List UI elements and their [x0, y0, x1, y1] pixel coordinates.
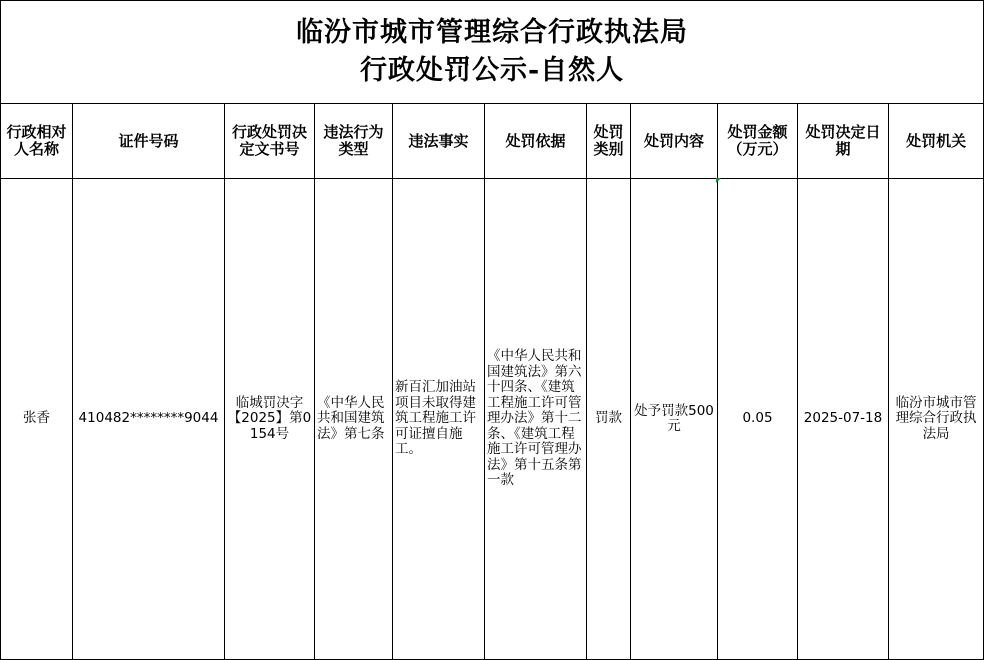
header-authority: 处罚机关	[889, 104, 984, 179]
header-basis: 处罚依据	[485, 104, 587, 179]
cell-id-number: 410482********9044	[73, 179, 225, 660]
cell-document-no: 临城罚决字【2025】第0154号	[225, 179, 315, 660]
cell-comment-marker-icon	[716, 178, 721, 183]
header-violation-type: 违法行为类型	[315, 104, 393, 179]
cell-basis: 《中华人民共和国建筑法》第六十四条、《建筑工程施工许可管理办法》第十二条、《建筑工程施工许可管理办法》第十五条第一款	[485, 179, 587, 660]
cell-violation-type: 《中华人民共和国建筑法》第七条	[315, 179, 393, 660]
cell-authority: 临汾市城市管理综合行政执法局	[889, 179, 984, 660]
header-document-no: 行政处罚决定文书号	[225, 104, 315, 179]
header-category: 处罚类别	[587, 104, 631, 179]
table-row	[1, 179, 984, 660]
header-id-number: 证件号码	[73, 104, 225, 179]
title-line-subject: 行政处罚公示-自然人	[359, 55, 625, 86]
header-date: 处罚决定日期	[798, 104, 889, 179]
header-content: 处罚内容	[631, 104, 718, 179]
table-title	[1, 1, 984, 104]
header-facts: 违法事实	[393, 104, 485, 179]
cell-category: 罚款	[587, 179, 631, 660]
cell-party-name: 张香	[1, 179, 73, 660]
title-line-agency: 临汾市城市管理综合行政执法局	[296, 17, 689, 48]
header-row	[1, 104, 984, 179]
cell-facts: 新百汇加油站项目未取得建筑工程施工许可证擅自施工。	[393, 179, 485, 660]
cell-content: 处予罚款500元	[631, 179, 718, 660]
cell-amount: 0.05	[718, 179, 798, 660]
cell-date: 2025-07-18	[798, 179, 889, 660]
header-party-name: 行政相对人名称	[1, 104, 73, 179]
header-amount: 处罚金额（万元）	[718, 104, 798, 179]
